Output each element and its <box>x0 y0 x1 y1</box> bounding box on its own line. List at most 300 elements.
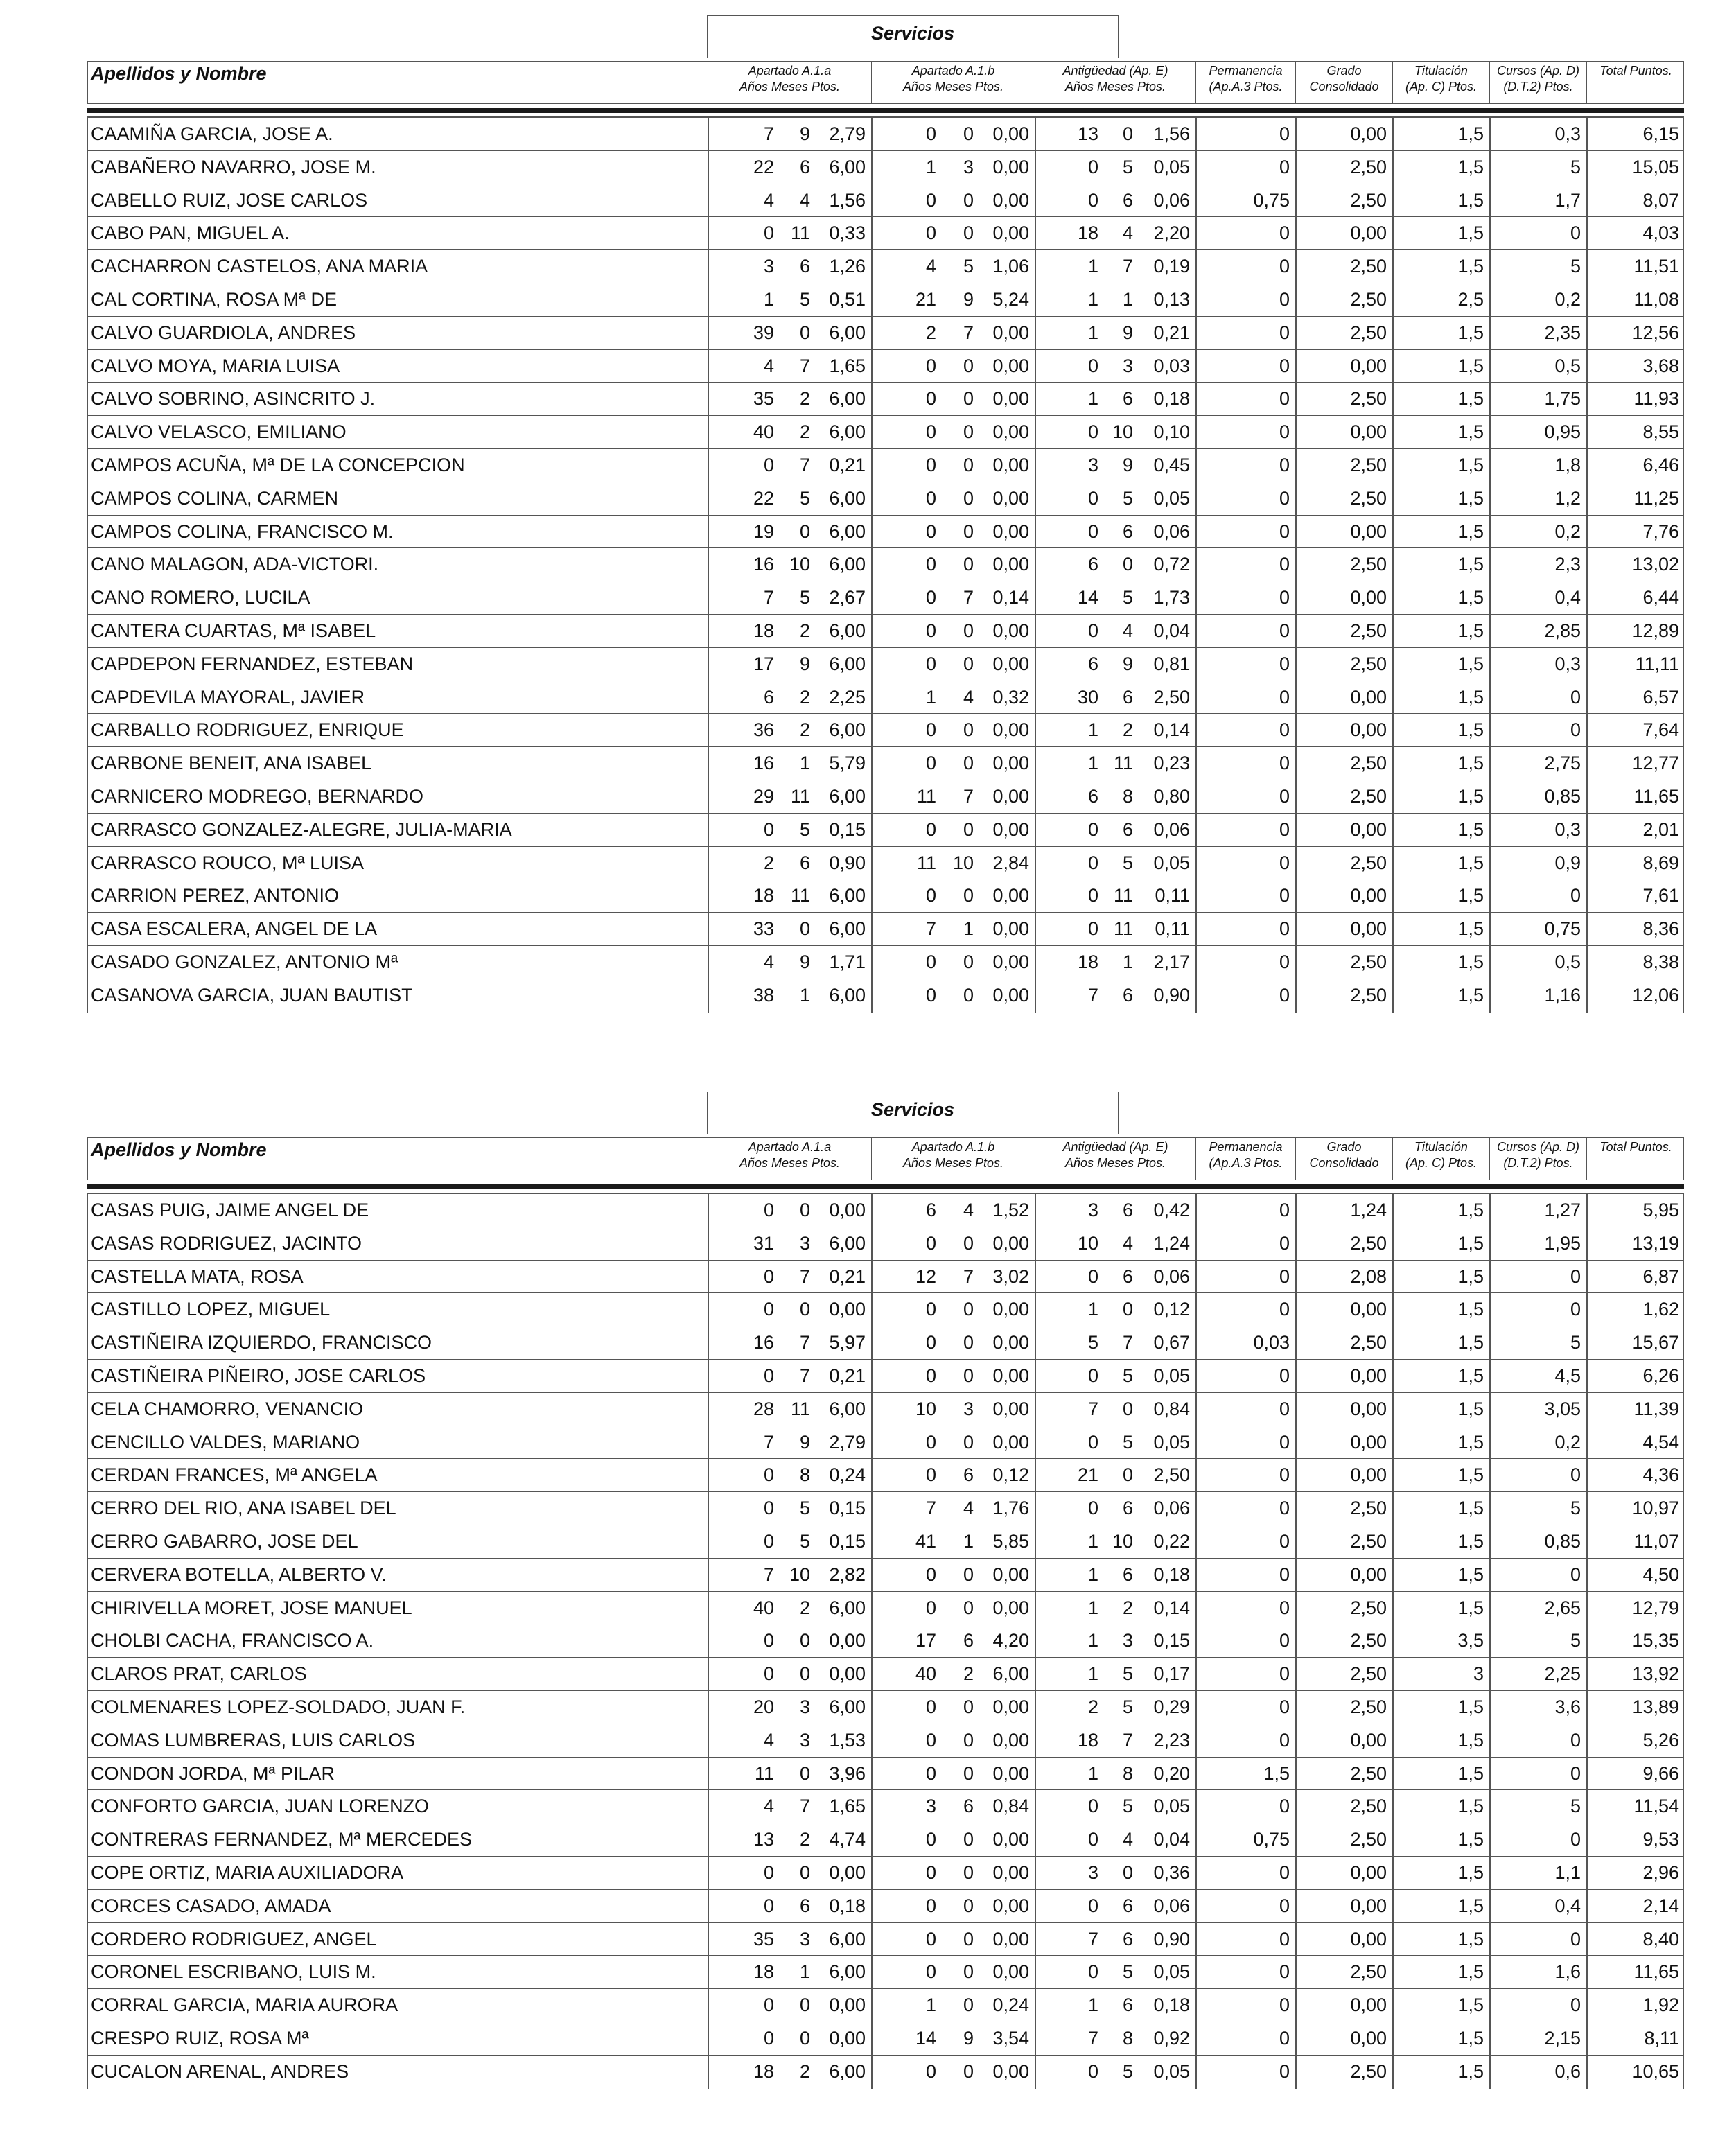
column-divider <box>871 1857 873 1889</box>
column-divider <box>1489 1459 1491 1491</box>
cell-a1b-meses: 0 <box>963 487 974 509</box>
cell-a1b-meses: 0 <box>963 2060 974 2082</box>
cell-total: 13,02 <box>1632 554 1679 575</box>
column-divider <box>1392 1823 1394 1856</box>
cell-a1b-anos: 0 <box>925 123 936 144</box>
header-name: Apellidos y Nombre <box>91 1139 267 1160</box>
cell-name: CRESPO RUIZ, ROSA Mª <box>91 2027 309 2049</box>
cell-cursos: 0,3 <box>1554 818 1581 840</box>
cell-a1b-ptos: 4,20 <box>992 1630 1029 1651</box>
cell-ant-anos: 0 <box>1087 1895 1098 1916</box>
column-divider <box>1295 780 1297 813</box>
column-divider <box>1195 1890 1197 1922</box>
table-row <box>88 1989 1683 2022</box>
cell-ant-meses: 4 <box>1122 222 1133 244</box>
column-divider <box>1195 548 1197 581</box>
cell-titulacion: 1,5 <box>1457 421 1484 443</box>
cell-a1b-meses: 3 <box>963 1398 974 1419</box>
cell-a1b-anos: 0 <box>925 1895 936 1916</box>
cell-titulacion: 1,5 <box>1457 1365 1484 1386</box>
column-divider <box>1295 615 1297 647</box>
cell-a1a-ptos: 0,15 <box>829 1498 866 1519</box>
cell-name: CORRAL GARCIA, MARIA AURORA <box>91 1995 398 2016</box>
column-divider <box>1295 1624 1297 1657</box>
cell-a1b-ptos: 0,00 <box>992 1696 1029 1717</box>
cell-ant-meses: 7 <box>1122 1729 1133 1751</box>
column-divider <box>708 1790 709 1823</box>
cell-a1b-anos: 14 <box>915 2027 936 2049</box>
column-divider <box>1586 1525 1588 1558</box>
cell-a1a-ptos: 0,00 <box>829 1299 866 1320</box>
column-divider <box>1489 847 1491 879</box>
cell-a1a-meses: 9 <box>799 951 810 972</box>
column-divider <box>1295 1592 1297 1624</box>
cell-a1a-ptos: 0,24 <box>829 1464 866 1486</box>
cell-grado: 0,00 <box>1350 123 1387 144</box>
cell-total: 6,44 <box>1642 587 1679 608</box>
cell-a1b-ptos: 0,00 <box>992 421 1029 443</box>
table-row <box>88 416 1683 449</box>
cell-total: 8,69 <box>1642 852 1679 873</box>
column-divider <box>871 1758 873 1790</box>
column-divider <box>1586 1326 1588 1359</box>
column-divider <box>1195 913 1197 945</box>
header-apartado-a1a-line2: Años Meses Ptos. <box>739 80 841 94</box>
servicios-header: Servicios <box>707 1092 1119 1134</box>
cell-cursos: 0 <box>1570 719 1581 741</box>
table-row <box>88 1492 1683 1525</box>
header-grado-line2: Consolidado <box>1309 80 1379 94</box>
cell-a1b-meses: 0 <box>963 189 974 211</box>
cell-permanencia: 0 <box>1279 1796 1290 1817</box>
column-divider <box>1392 1758 1394 1790</box>
column-divider <box>1295 747 1297 780</box>
column-divider <box>1195 847 1197 879</box>
cell-total: 5,26 <box>1642 1729 1679 1751</box>
cell-grado: 2,50 <box>1350 288 1387 310</box>
table-row <box>88 2022 1683 2056</box>
column-divider <box>1195 1326 1197 1359</box>
cell-ant-ptos: 0,12 <box>1153 1299 1190 1320</box>
cell-ant-anos: 18 <box>1077 222 1098 244</box>
cell-ant-anos: 7 <box>1087 984 1098 1006</box>
column-divider <box>1586 118 1588 150</box>
column-divider <box>1035 1326 1036 1359</box>
column-divider <box>708 1459 709 1491</box>
cell-ant-ptos: 0,05 <box>1153 2060 1190 2082</box>
column-divider <box>1586 1857 1588 1889</box>
cell-titulacion: 1,5 <box>1457 454 1484 475</box>
cell-a1b-meses: 0 <box>963 222 974 244</box>
cell-a1a-ptos: 0,33 <box>829 222 866 244</box>
cell-grado: 2,50 <box>1350 189 1387 211</box>
header-total-line1: Total Puntos. <box>1599 1140 1672 1154</box>
cell-grado: 0,00 <box>1350 1365 1387 1386</box>
header-cursos <box>1489 1138 1586 1180</box>
cell-ant-ptos: 0,06 <box>1153 1265 1190 1287</box>
cell-a1a-ptos: 6,00 <box>829 487 866 509</box>
column-divider <box>871 1194 873 1227</box>
cell-ant-meses: 0 <box>1122 1464 1133 1486</box>
column-divider <box>871 1691 873 1724</box>
column-divider <box>1586 548 1588 581</box>
column-divider <box>871 1790 873 1823</box>
column-divider <box>871 1624 873 1657</box>
header-apartado-a1b <box>871 1138 1035 1180</box>
cell-a1b-ptos: 0,00 <box>992 1563 1029 1585</box>
header-permanencia-line2: (Ap.A.3 Ptos. <box>1209 80 1283 94</box>
cell-a1b-meses: 6 <box>963 1464 974 1486</box>
cell-ant-ptos: 1,56 <box>1153 123 1190 144</box>
column-divider <box>871 1326 873 1359</box>
cell-titulacion: 1,5 <box>1457 918 1484 940</box>
cell-ant-anos: 6 <box>1087 785 1098 807</box>
column-divider <box>1489 1823 1491 1856</box>
cell-a1b-ptos: 0,00 <box>992 520 1029 542</box>
cell-ant-ptos: 0,04 <box>1153 1829 1190 1850</box>
cell-a1b-anos: 0 <box>925 454 936 475</box>
cell-a1b-ptos: 0,00 <box>992 156 1029 177</box>
cell-total: 15,35 <box>1632 1630 1679 1651</box>
column-divider <box>1489 250 1491 283</box>
cell-a1a-anos: 0 <box>763 1895 774 1916</box>
column-divider <box>1392 2056 1394 2089</box>
table-row <box>88 2056 1683 2089</box>
column-divider <box>708 449 709 482</box>
cell-total: 8,07 <box>1642 189 1679 211</box>
column-divider <box>1195 184 1197 217</box>
column-divider <box>871 946 873 979</box>
column-divider <box>1392 847 1394 879</box>
column-divider <box>1489 317 1491 349</box>
cell-titulacion: 1,5 <box>1457 885 1484 906</box>
column-divider <box>871 1923 873 1956</box>
cell-ant-ptos: 0,06 <box>1153 189 1190 211</box>
cell-a1b-anos: 0 <box>925 653 936 674</box>
table-row <box>88 118 1683 151</box>
cell-a1b-meses: 3 <box>963 156 974 177</box>
cell-ant-ptos: 0,18 <box>1153 1995 1190 2016</box>
cell-ant-ptos: 1,73 <box>1153 587 1190 608</box>
cell-a1b-anos: 2 <box>925 322 936 343</box>
cell-cursos: 2,75 <box>1544 753 1581 774</box>
cell-a1a-meses: 2 <box>799 719 810 741</box>
column-divider <box>1035 1194 1036 1227</box>
cell-permanencia: 0 <box>1279 1431 1290 1453</box>
column-divider <box>1489 151 1491 184</box>
header-total-line1: Total Puntos. <box>1599 64 1672 78</box>
column-divider <box>1035 1360 1036 1392</box>
column-divider <box>1392 548 1394 581</box>
cell-ant-anos: 1 <box>1087 1563 1098 1585</box>
cell-ant-ptos: 0,18 <box>1153 1563 1190 1585</box>
cell-total: 2,14 <box>1642 1895 1679 1916</box>
cell-ant-anos: 1 <box>1087 1995 1098 2016</box>
cell-ant-meses: 9 <box>1122 454 1133 475</box>
column-divider <box>1586 1724 1588 1757</box>
column-divider <box>708 416 709 448</box>
column-divider <box>1586 780 1588 813</box>
column-divider <box>1489 118 1491 150</box>
cell-name: CARRION PEREZ, ANTONIO <box>91 885 340 906</box>
cell-titulacion: 1,5 <box>1457 487 1484 509</box>
column-divider <box>1195 780 1197 813</box>
cell-cursos: 0 <box>1570 1563 1581 1585</box>
cell-ant-anos: 1 <box>1087 753 1098 774</box>
cell-name: CALVO SOBRINO, ASINCRITO J. <box>91 388 376 410</box>
cell-total: 4,36 <box>1642 1464 1679 1486</box>
cell-a1b-ptos: 0,12 <box>992 1464 1029 1486</box>
column-divider <box>1195 1393 1197 1426</box>
header-antiguedad-line1: Antigüedad (Ap. E) <box>1062 1140 1168 1154</box>
cell-name: CUCALON ARENAL, ANDRES <box>91 2060 349 2082</box>
column-divider <box>1586 879 1588 912</box>
cell-grado: 2,50 <box>1350 653 1387 674</box>
cell-permanencia: 0 <box>1279 222 1290 244</box>
cell-titulacion: 1,5 <box>1457 189 1484 211</box>
cell-ant-anos: 5 <box>1087 1332 1098 1353</box>
cell-ant-anos: 1 <box>1087 1299 1098 1320</box>
column-divider <box>1489 482 1491 515</box>
cell-ant-anos: 18 <box>1077 951 1098 972</box>
cell-a1a-meses: 2 <box>799 620 810 641</box>
cell-a1a-meses: 2 <box>799 686 810 708</box>
cell-a1a-anos: 20 <box>753 1696 774 1717</box>
column-divider <box>1035 2022 1036 2055</box>
column-divider <box>1392 1658 1394 1690</box>
cell-permanencia: 0 <box>1279 322 1290 343</box>
cell-a1b-anos: 12 <box>915 1265 936 1287</box>
cell-ant-ptos: 2,20 <box>1153 222 1190 244</box>
cell-a1b-meses: 0 <box>963 1365 974 1386</box>
cell-grado: 2,50 <box>1350 753 1387 774</box>
cell-name: CENCILLO VALDES, MARIANO <box>91 1431 360 1453</box>
column-divider <box>1392 482 1394 515</box>
column-divider <box>871 1823 873 1856</box>
cell-grado: 2,50 <box>1350 1829 1387 1850</box>
cell-a1a-anos: 0 <box>763 454 774 475</box>
cell-ant-meses: 6 <box>1122 1265 1133 1287</box>
column-divider <box>1035 184 1036 217</box>
column-divider <box>1295 1823 1297 1856</box>
table-row <box>88 449 1683 482</box>
cell-a1a-anos: 18 <box>753 2060 774 2082</box>
column-divider <box>1195 648 1197 681</box>
cell-ant-anos: 1 <box>1087 1762 1098 1784</box>
cell-a1b-meses: 0 <box>963 719 974 741</box>
cell-total: 12,77 <box>1632 753 1679 774</box>
cell-a1b-ptos: 5,24 <box>992 288 1029 310</box>
cell-a1b-ptos: 0,00 <box>992 454 1029 475</box>
cell-a1a-meses: 1 <box>799 984 810 1006</box>
column-divider <box>1035 449 1036 482</box>
cell-permanencia: 0 <box>1279 1630 1290 1651</box>
header-apartado-a1a-line1: Apartado A.1.a <box>748 1140 832 1154</box>
cell-cursos: 0,75 <box>1544 918 1581 940</box>
cell-titulacion: 1,5 <box>1457 322 1484 343</box>
column-divider <box>1586 350 1588 383</box>
cell-permanencia: 0 <box>1279 256 1290 277</box>
cell-grado: 0,00 <box>1350 818 1387 840</box>
column-divider <box>708 1559 709 1591</box>
cell-ant-meses: 10 <box>1112 421 1133 443</box>
cell-a1a-anos: 18 <box>753 620 774 641</box>
cell-a1b-ptos: 0,00 <box>992 554 1029 575</box>
column-divider <box>1392 814 1394 846</box>
column-divider <box>1035 1857 1036 1889</box>
cell-a1b-anos: 40 <box>915 1663 936 1685</box>
column-divider <box>708 2056 709 2089</box>
column-divider <box>708 747 709 780</box>
cell-a1b-meses: 0 <box>963 355 974 376</box>
cell-name: COPE ORTIZ, MARIA AUXILIADORA <box>91 1861 404 1883</box>
cell-total: 7,64 <box>1642 719 1679 741</box>
column-divider <box>1586 1790 1588 1823</box>
cell-grado: 2,50 <box>1350 785 1387 807</box>
cell-a1a-meses: 0 <box>799 322 810 343</box>
cell-titulacion: 1,5 <box>1457 2027 1484 2049</box>
cell-a1b-ptos: 0,14 <box>992 587 1029 608</box>
cell-a1b-anos: 0 <box>925 487 936 509</box>
cell-a1a-anos: 11 <box>754 1762 774 1784</box>
column-divider <box>708 979 709 1013</box>
table-row <box>88 847 1683 880</box>
cell-ant-ptos: 0,72 <box>1153 554 1190 575</box>
column-divider <box>1295 1956 1297 1988</box>
cell-name: COLMENARES LOPEZ-SOLDADO, JUAN F. <box>91 1696 466 1717</box>
cell-total: 4,50 <box>1642 1563 1679 1585</box>
column-divider <box>1195 118 1197 150</box>
cell-a1b-meses: 0 <box>963 984 974 1006</box>
cell-ant-ptos: 0,13 <box>1153 288 1190 310</box>
cell-a1b-anos: 7 <box>925 1498 936 1519</box>
column-header-row <box>87 61 1684 104</box>
column-divider <box>1392 151 1394 184</box>
column-divider <box>1586 283 1588 316</box>
cell-ant-anos: 0 <box>1087 1961 1098 1983</box>
column-divider <box>708 1393 709 1426</box>
cell-ant-meses: 10 <box>1112 1530 1133 1552</box>
column-divider <box>1489 184 1491 217</box>
cell-ant-anos: 0 <box>1087 1796 1098 1817</box>
header-cursos-line2: (D.T.2) Ptos. <box>1503 80 1573 94</box>
column-divider <box>1195 2022 1197 2055</box>
cell-permanencia: 0 <box>1279 520 1290 542</box>
cell-name: CALVO VELASCO, EMILIANO <box>91 421 347 443</box>
cell-a1b-anos: 0 <box>925 1365 936 1386</box>
cell-name: CORONEL ESCRIBANO, LUIS M. <box>91 1961 376 1983</box>
cell-a1b-anos: 0 <box>925 1928 936 1949</box>
cell-ant-ptos: 0,17 <box>1153 1663 1190 1685</box>
cell-permanencia: 0 <box>1279 123 1290 144</box>
cell-a1b-meses: 0 <box>963 1299 974 1320</box>
cell-total: 8,11 <box>1644 2027 1679 2049</box>
column-divider <box>871 383 873 415</box>
table-row <box>88 1459 1683 1492</box>
cell-a1a-ptos: 0,00 <box>829 1630 866 1651</box>
column-divider <box>1035 946 1036 979</box>
cell-titulacion: 1,5 <box>1457 818 1484 840</box>
cell-ant-anos: 1 <box>1087 1530 1098 1552</box>
cell-a1b-meses: 0 <box>963 1729 974 1751</box>
cell-a1b-anos: 0 <box>925 1729 936 1751</box>
cell-a1a-anos: 4 <box>763 1729 774 1751</box>
column-divider <box>1195 1956 1197 1988</box>
column-divider <box>1195 1227 1197 1260</box>
column-divider <box>1295 1227 1297 1260</box>
cell-a1b-anos: 7 <box>925 918 936 940</box>
cell-a1a-ptos: 1,56 <box>829 189 866 211</box>
column-divider <box>1295 184 1297 217</box>
cell-a1a-ptos: 6,00 <box>829 520 866 542</box>
column-divider <box>708 283 709 316</box>
column-divider <box>1195 1360 1197 1392</box>
column-divider <box>708 1326 709 1359</box>
column-divider <box>1035 1923 1036 1956</box>
cell-ant-meses: 6 <box>1122 1895 1133 1916</box>
cell-a1a-ptos: 6,00 <box>829 156 866 177</box>
cell-a1b-ptos: 0,00 <box>992 222 1029 244</box>
cell-ant-ptos: 0,67 <box>1153 1332 1190 1353</box>
cell-cursos: 2,35 <box>1544 322 1581 343</box>
cell-a1a-meses: 7 <box>799 1365 810 1386</box>
column-divider <box>1295 1923 1297 1956</box>
cell-a1a-meses: 0 <box>799 1630 810 1651</box>
column-divider <box>1295 1658 1297 1690</box>
table-row <box>88 1360 1683 1393</box>
column-divider <box>1489 1758 1491 1790</box>
cell-permanencia: 0 <box>1279 1464 1290 1486</box>
cell-grado: 0,00 <box>1350 1563 1387 1585</box>
cell-ant-anos: 7 <box>1087 2027 1098 2049</box>
column-divider <box>1195 879 1197 912</box>
cell-cursos: 2,25 <box>1544 1663 1581 1685</box>
column-divider <box>871 449 873 482</box>
table-row <box>88 1326 1683 1360</box>
cell-a1b-anos: 10 <box>915 1398 936 1419</box>
column-divider <box>1195 615 1197 647</box>
cell-permanencia: 0 <box>1279 1597 1290 1618</box>
cell-permanencia: 0 <box>1279 719 1290 741</box>
table-row <box>88 1624 1683 1658</box>
cell-a1a-meses: 0 <box>799 1861 810 1883</box>
column-divider <box>708 217 709 249</box>
cell-name: CONFORTO GARCIA, JUAN LORENZO <box>91 1796 430 1817</box>
column-divider <box>871 1724 873 1757</box>
cell-titulacion: 1,5 <box>1457 587 1484 608</box>
cell-a1b-ptos: 0,00 <box>992 1365 1029 1386</box>
cell-a1a-anos: 4 <box>763 951 774 972</box>
column-divider <box>1392 879 1394 912</box>
column-divider <box>1392 217 1394 249</box>
column-divider <box>1035 1393 1036 1426</box>
cell-cursos: 0,95 <box>1544 421 1581 443</box>
cell-titulacion: 3,5 <box>1457 1630 1484 1651</box>
column-divider <box>1586 581 1588 614</box>
cell-a1a-anos: 16 <box>753 554 774 575</box>
column-divider <box>708 548 709 581</box>
cell-a1b-meses: 0 <box>963 1928 974 1949</box>
cell-a1a-ptos: 6,00 <box>829 421 866 443</box>
column-divider <box>1392 1426 1394 1459</box>
cell-a1b-anos: 6 <box>925 1200 936 1220</box>
cell-a1a-meses: 5 <box>799 1498 810 1519</box>
cell-a1b-ptos: 0,00 <box>992 1232 1029 1254</box>
column-divider <box>1035 416 1036 448</box>
column-divider <box>1035 1724 1036 1757</box>
cell-a1a-ptos: 1,65 <box>829 355 866 376</box>
table-row <box>88 1194 1683 1227</box>
